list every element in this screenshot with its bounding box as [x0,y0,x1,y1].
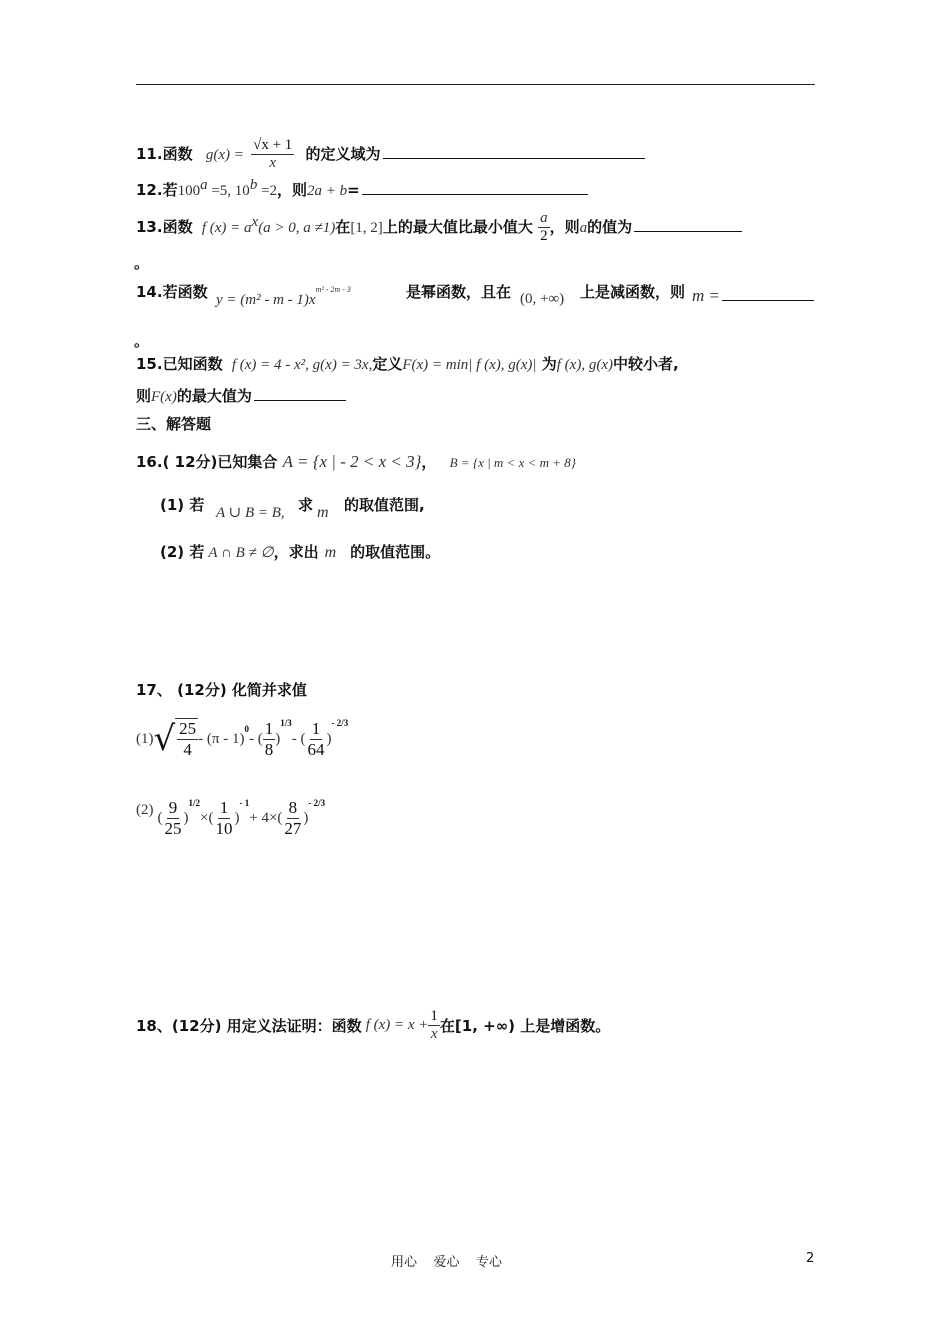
question-16-part-1-end: 的取值范围, [344,496,425,514]
question-14-func: $y = (m^2 - m - 1)x^{m^2 - 2m - 3}$ [216,285,351,308]
answer-blank [362,193,588,195]
section-heading: 三、解答题 [136,415,212,433]
fraction: $\frac{√x + 1}{x}$ [253,137,293,171]
question-13-end: 。 [134,254,150,272]
fraction: $\frac{1}{x}$ [430,1008,438,1042]
question-11: 11.函数 g(x) = $\frac{√x + 1}{x}$ 的定义域为 [136,137,645,172]
question-16-part-1-var: m [317,504,329,521]
fraction: $\frac{a}{2}$ [540,210,548,244]
question-17-part-1: (1) √ $\frac{25}{4}$ - (π - 1) $^0$ - ( $\frac{1}{8}$ ) 1/3 - ( $\frac{1}{64}$ ) - 2/3 [136,718,349,759]
page-number: 2 [806,1251,815,1266]
answer-blank [254,399,346,401]
question-18: 18、(12分) 用定义法证明：函数 f (x) = x + $\frac{1}{x}$ 在[1, +∞) 上是增函数。 [136,1008,611,1042]
question-14-var: m = [692,286,814,306]
question-16: 16.( 12分)已知集合 A = {x | - 2 < x < 3}， B = {x | m < x < m + 8} [136,452,576,471]
question-14-rest: 是幂函数，且在 [406,283,512,301]
question-15-line2: 则F(x)的最大值为 [136,385,346,406]
question-14: 14.若函数 [136,283,208,301]
question-16-part-1: (1) 若 [160,496,205,514]
question-16-part-2: (2) 若 A ∩ B ≠ ∅，求出 m 的取值范围。 [160,543,441,561]
header-rule [136,84,815,85]
question-14-tail: 上是减函数，则 [580,283,686,301]
answer-blank [722,299,814,301]
question-16-part-1-expr: A ∪ B = B, [216,505,285,521]
question-13: 13.函数 f $(x) = a^x(a > 0$, a ≠1)在[1, 2]上的最大值比最小值大 $\frac{a}{2}$ ，则a的值为 [136,210,742,245]
question-17-title: 17、 (12分) 化简并求值 [136,681,307,699]
question-16-part-1-text: 求 [298,496,314,514]
answer-blank [383,157,645,159]
answer-blank [634,230,742,232]
question-15: 15.已知函数 f (x) = 4 - x², g(x) = 3x,定义F(x) = min| f (x), g(x)| 为f (x), g(x)中较小者, [136,355,679,373]
question-17-part-2: (2) ( $\frac{9}{25}$ ) 1/2 ×( $\frac{1}{10}$ ) - 1 + 4×( $\frac{8}{27}$ ) - 2/3 [136,798,326,838]
question-12: 12.若$100^a =5$, $10^b =2$，则2a + b= [136,177,588,200]
question-14-interval: (0, +∞) [520,291,565,307]
question-number: 11. [136,145,163,163]
square-root: √ $\frac{25}{4}$ [153,719,197,759]
footer-text: 用心 爱心 专心 [391,1255,503,1270]
question-14-end: 。 [134,332,150,350]
